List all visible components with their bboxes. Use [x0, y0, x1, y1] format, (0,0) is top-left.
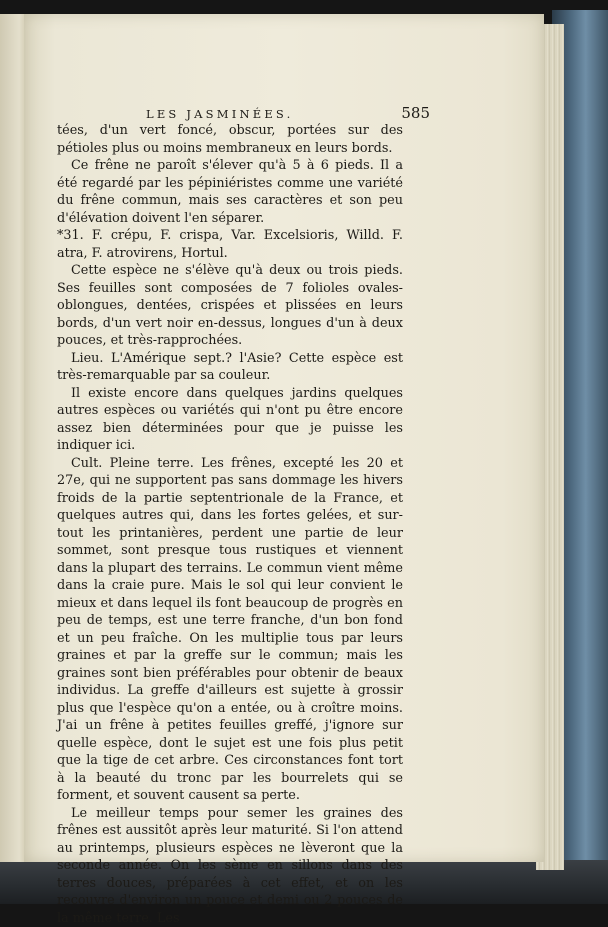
page-number: 585 [401, 104, 430, 122]
paragraph: Ce frêne ne paroît s'élever qu'à 5 à 6 pieds. Il a été regardé par les pépiniéristes comme une variété du frêne commun, mais ses caractères et son peu d'élévation doivent l'en séparer. [57, 157, 403, 227]
paragraph-continuation: tées, d'un vert foncé, obscur, portées sur des pétioles plus ou moins membraneux en leurs bords. [57, 122, 403, 157]
paragraph: Il existe encore dans quelques jardins quelques autres espèces ou variétés qui n'ont pu être encore assez bien déterminées pour que je puisse les indiquer ici. [57, 385, 403, 455]
species-entry: *31. F. crépu, F. crispa, Var. Excelsioris, Willd. F. atra, F. atrovirens, Hortul. [57, 227, 403, 262]
paragraph: Le meilleur temps pour semer les graines des frênes est aussitôt après leur maturité. Si l'on attend au printemps, plusieurs espèces ne lèveront que la seconde année. On les sème en sillons dans des terres douces, préparées à cet effet, et on les recouvre d'environ un pouce et demi ou 2 pouces de la même terre. Les [57, 805, 403, 927]
paragraph-location: Lieu. L'Amérique sept.? l'Asie? Cette espèce est très-remarquable par sa couleur. [57, 350, 403, 385]
body-text [57, 122, 403, 927]
paragraph-cultivation: Cult. Pleine terre. Les frênes, excepté les 20 et 27e, qui ne supportent pas sans dommage les hivers froids de la partie septentrionale de la France, et quelques autres qui, dans les fortes gelées, et sur-tout les printanières, perdent une partie de leur sommet, sont presque tous rustiques et viennent dans la plupart des terrains. Le commun vient même dans la craie pure. Mais le sol qui leur convient le mieux et dans lequel ils font beaucoup de progrès en peu de temps, est une terre franche, d'un bon fond et un peu fraîche. On les multiplie tous par leurs graines et par la greffe sur le commun; mais les graines sont bien préférables pour obtenir de beaux individus. La greffe d'ailleurs est sujette à grossir plus que l'espèce qu'on a entée, ou à croître moins. J'ai un frêne à petites feuilles greffé, j'ignore sur quelle espèce, dont le sujet est une fois plus petit que la tige de cet arbre. Ces circonstances font tort à la beauté du tronc par les bourrelets qui se forment, et souvent causent sa perte. [57, 455, 403, 805]
paragraph: Cette espèce ne s'élève qu'à deux ou trois pieds. Ses feuilles sont composées de 7 folioles ovales-oblongues, dentées, crispées et plissées en leurs bords, d'un vert noir en-dessus, longues d'un à deux pouces, et très-rapprochées. [57, 262, 403, 350]
book-page [24, 14, 544, 862]
facing-page-edge [0, 14, 24, 862]
running-title: LES JASMINÉES. [146, 107, 293, 121]
